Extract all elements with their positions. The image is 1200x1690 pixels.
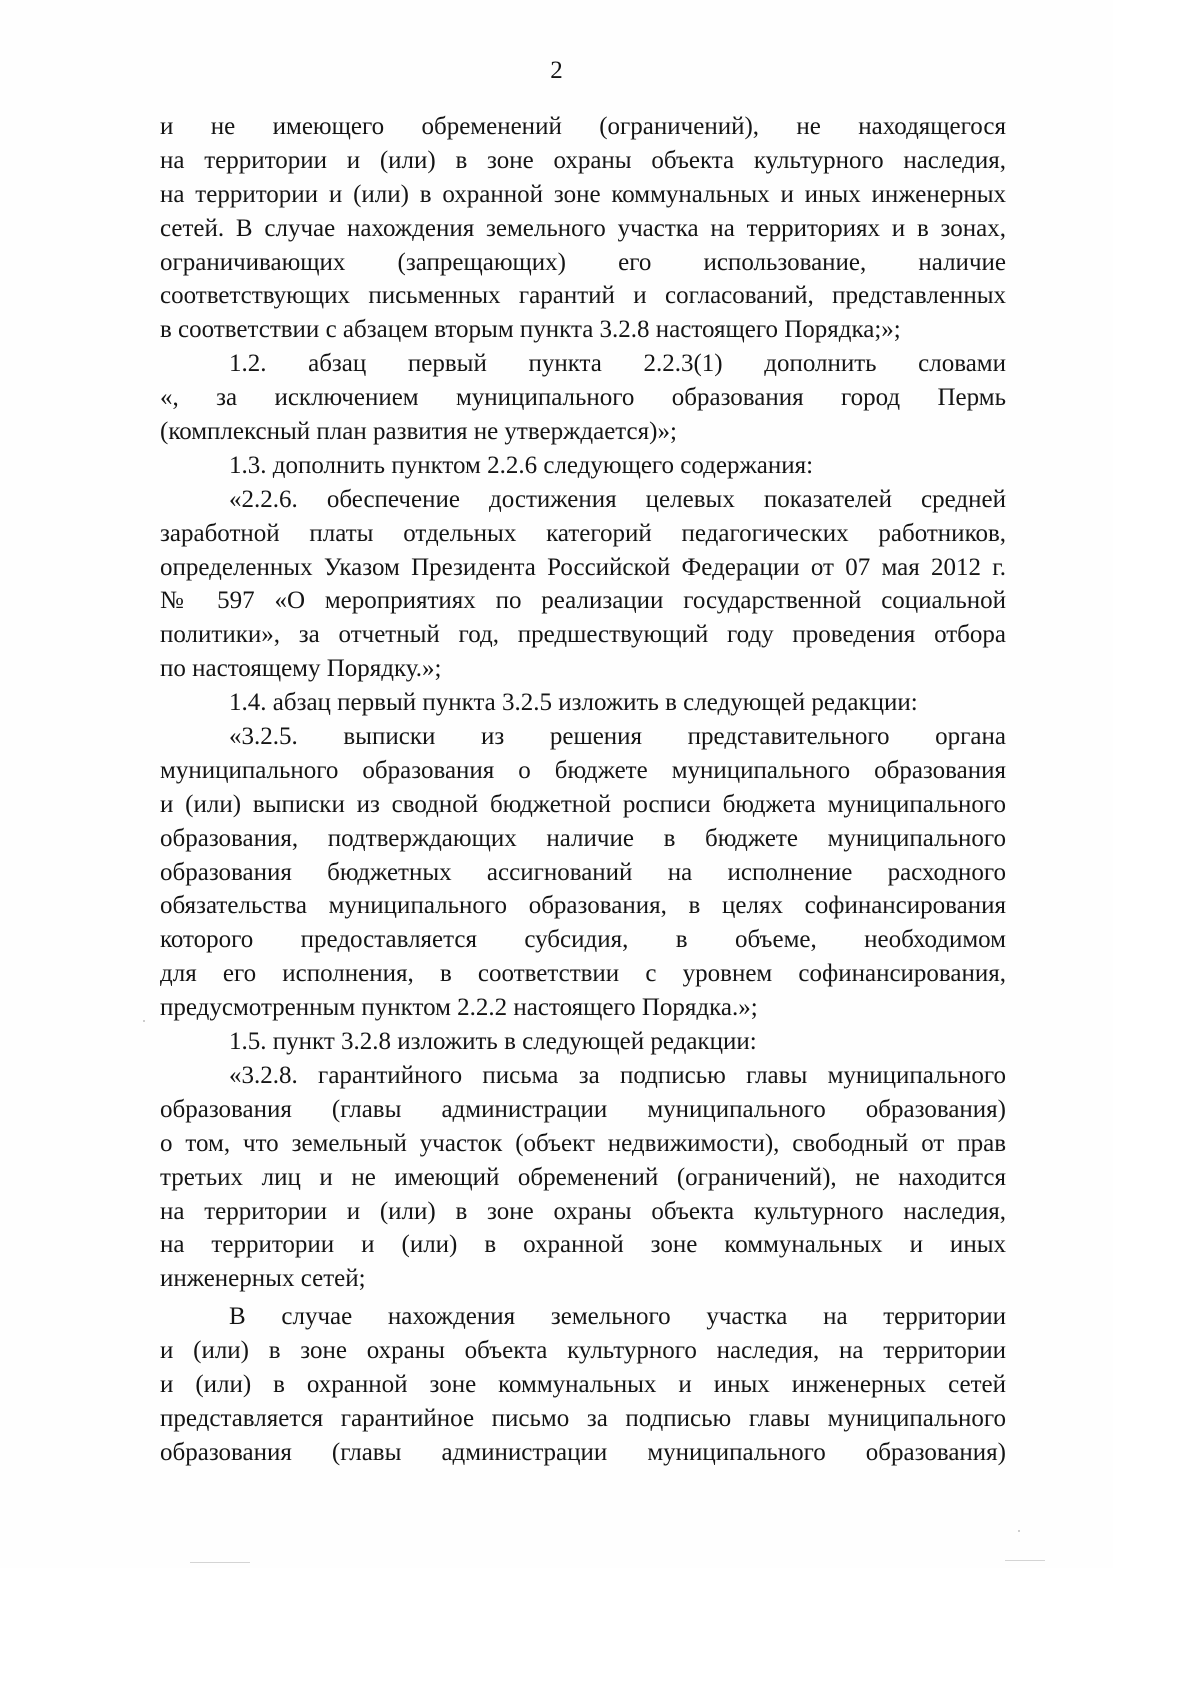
text-line: образования бюджетных ассигнований на исполнение расходного [160,858,1006,886]
text-line: и не имеющего обременений (ограничений), не находящегося [160,113,1006,140]
paragraph-first-line: 1.3. дополнить пунктом 2.2.6 следующего содержания: [229,451,814,479]
paragraph-first-line: 1.5. пункт 3.2.8 изложить в следующей редакции: [229,1028,757,1056]
text-line: сетей. В случае нахождения земельного участка на территориях и в зонах, [160,214,1006,242]
text-line: по настоящему Порядку.»; [160,655,442,683]
text-line: на территории и (или) в зоне охраны объекта культурного наследия, [160,146,1006,174]
text-line: для его исполнения, в соответствии с уровнем софинансирования, [160,960,1006,988]
page-number: 2 [550,57,563,84]
document-body [160,110,1006,1470]
text-line: представляется гарантийное письмо за подписью главы муниципального [160,1404,1006,1432]
text-line: третьих лиц и не имеющий обременений (ограничений), не находится [160,1163,1006,1191]
text-line: заработной платы отдельных категорий педагогических работников, [160,519,1006,547]
text-line: о том, что земельный участок (объект недвижимости), свободный от прав [160,1129,1006,1157]
text-line: на территории и (или) в охранной зоне коммунальных и иных инженерных [160,180,1006,208]
text-line: и (или) в охранной зоне коммунальных и иных инженерных сетей [160,1370,1006,1398]
text-line: которого предоставляется субсидия, в объеме, необходимом [160,926,1006,954]
text-line: предусмотренным пунктом 2.2.2 настоящего Порядка.»; [160,994,758,1022]
text-line: обязательства муниципального образования, в целях софинансирования [160,892,1006,920]
text-line: «, за исключением муниципального образования город Пермь [160,384,1006,412]
paragraph-first-line: 1.2. абзац первый пункта 2.2.3(1) дополнить словами [229,350,1006,378]
text-line: и (или) в зоне охраны объекта культурного наследия, на территории [160,1337,1006,1365]
scan-speck [1018,1530,1020,1532]
paragraph-first-line: «3.2.8. гарантийного письма за подписью главы муниципального [229,1061,1006,1089]
paragraph-first-line: В случае нахождения земельного участка на территории [229,1303,1006,1331]
text-line: на территории и (или) в охранной зоне коммунальных и иных [160,1231,1006,1259]
text-line: муниципального образования о бюджете муниципального образования [160,756,1006,784]
text-line: ограничивающих (запрещающих) его использование, наличие [160,248,1006,276]
text-line: на территории и (или) в зоне охраны объекта культурного наследия, [160,1197,1006,1225]
paragraph-first-line: «2.2.6. обеспечение достижения целевых показателей средней [229,485,1006,513]
text-line: (комплексный план развития не утверждается)»; [160,418,677,446]
text-line: и (или) выписки из сводной бюджетной росписи бюджета муниципального [160,790,1006,818]
paragraph-first-line: «3.2.5. выписки из решения представительного органа [229,723,1006,751]
scan-edge-mark [190,1562,250,1563]
paragraph-first-line: 1.4. абзац первый пункта 3.2.5 изложить в следующей редакции: [229,689,918,717]
text-line: соответствующих письменных гарантий и согласований, представленных [160,282,1006,310]
text-line: образования (главы администрации муниципального образования) [160,1095,1006,1123]
text-line: политики», за отчетный год, предшествующий году проведения отбора [160,621,1006,649]
text-line: инженерных сетей; [160,1265,366,1293]
text-line: № 597 «О мероприятиях по реализации государственной социальной [160,587,1006,615]
text-line: определенных Указом Президента Российской Федерации от 07 мая 2012 г. [160,553,1006,581]
scan-edge-mark [1005,1560,1045,1561]
text-line: образования (главы администрации муниципального образования) [160,1438,1006,1466]
text-line: в соответствии с абзацем вторым пункта 3.2.8 настоящего Порядка;»; [160,316,901,344]
text-line: образования, подтверждающих наличие в бюджете муниципального [160,824,1006,852]
scan-speck [143,1020,145,1022]
